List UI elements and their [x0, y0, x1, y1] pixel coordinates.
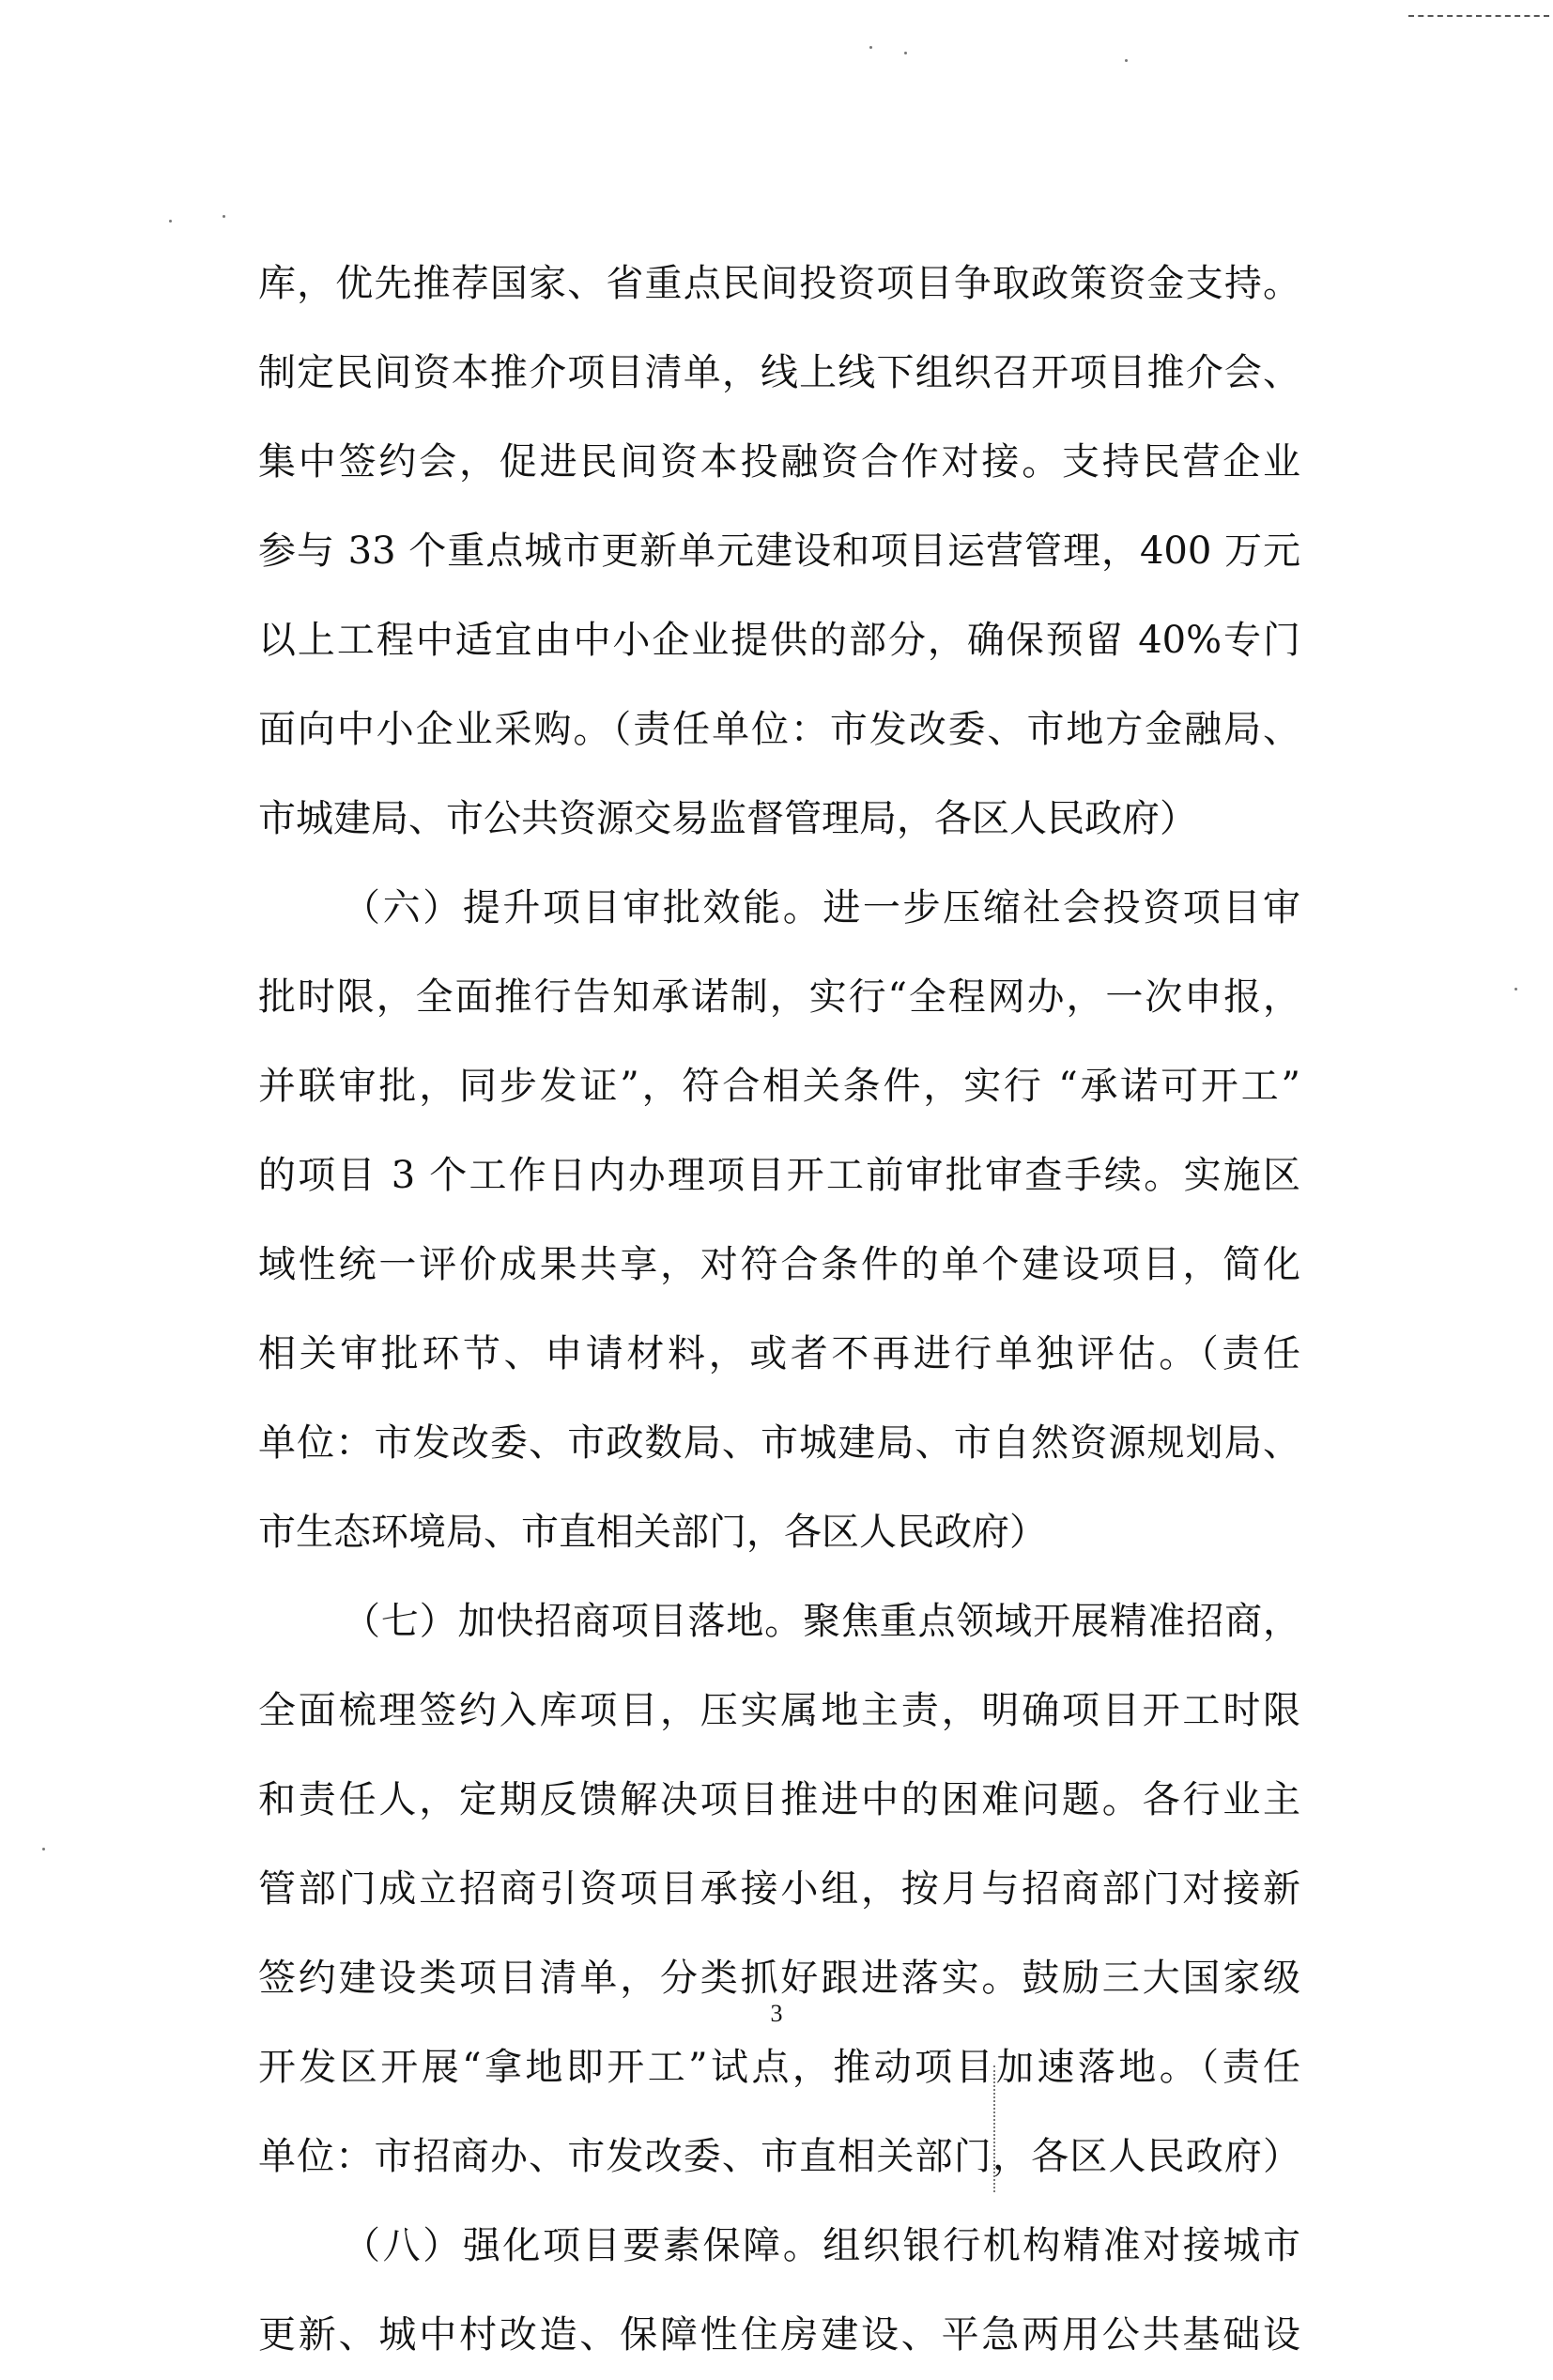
scan-speck [1515, 988, 1517, 990]
text-line: 单位：市发改委、市政数局、市城建局、市自然资源规划局、 [258, 1421, 1300, 1465]
scan-speck [904, 52, 907, 54]
text-line: 开发区开展“拿地即开工”试点，推动项目加速落地。（责任 [258, 2046, 1300, 2089]
text-line: 以上工程中适宜由中小企业提供的部分，确保预留 40%专门 [258, 619, 1300, 662]
scan-speck [169, 220, 172, 223]
text-line: 单位：市招商办、市发改委、市直相关部门，各区人民政府） [258, 2135, 1300, 2178]
scan-speck [223, 215, 225, 218]
text-line: 制定民间资本推介项目清单，线上线下组织召开项目推介会、 [258, 351, 1300, 394]
text-line: 的项目 3 个工作日内办理项目开工前审批审查手续。实施区 [258, 1154, 1300, 1197]
text-line: 库，优先推荐国家、省重点民间投资项目争取政策资金支持。 [258, 262, 1300, 305]
scan-speck [1125, 59, 1128, 62]
text-line: 市城建局、市公共资源交易监督管理局，各区人民政府） [258, 797, 1197, 840]
text-line: 更新、城中村改造、保障性住房建设、平急两用公共基础设 [258, 2313, 1300, 2357]
text-line: 域性统一评价成果共享，对符合条件的单个建设项目，简化 [258, 1243, 1300, 1286]
scan-header-rule [1408, 15, 1549, 17]
text-line: 参与 33 个重点城市更新单元建设和项目运营管理，400 万元 [258, 530, 1300, 573]
text-line: 全面梳理签约入库项目，压实属地主责，明确项目开工时限 [258, 1689, 1300, 1732]
paragraph-heading-line: （八）强化项目要素保障。组织银行机构精准对接城市 [343, 2224, 1300, 2267]
text-line: 市生态环境局、市直相关部门，各区人民政府） [258, 1511, 1047, 1554]
scan-speck [42, 1848, 45, 1850]
text-line: 相关审批环节、申请材料，或者不再进行单独评估。（责任 [258, 1332, 1300, 1375]
text-line: 批时限，全面推行告知承诺制，实行“全程网办，一次申报， [258, 975, 1300, 1019]
text-line: 面向中小企业采购。（责任单位：市发改委、市地方金融局、 [258, 708, 1300, 751]
paragraph-heading-line: （七）加快招商项目落地。聚焦重点领域开展精准招商， [343, 1600, 1300, 1643]
page-number: 3 [770, 2000, 783, 2027]
paragraph-heading-line: （六）提升项目审批效能。进一步压缩社会投资项目审 [343, 886, 1300, 929]
text-line: 集中签约会，促进民间资本投融资合作对接。支持民营企业 [258, 440, 1300, 484]
body-text [258, 239, 1300, 2380]
scan-binding-mark [993, 2065, 995, 2192]
text-line: 管部门成立招商引资项目承接小组，按月与招商部门对接新 [258, 1867, 1300, 1911]
text-line: 和责任人，定期反馈解决项目推进中的困难问题。各行业主 [258, 1778, 1300, 1821]
text-line: 并联审批，同步发证”，符合相关条件，实行 “承诺可开工” [258, 1065, 1300, 1108]
scan-speck [869, 46, 872, 49]
text-line: 签约建设类项目清单，分类抓好跟进落实。鼓励三大国家级 [258, 1957, 1300, 2000]
